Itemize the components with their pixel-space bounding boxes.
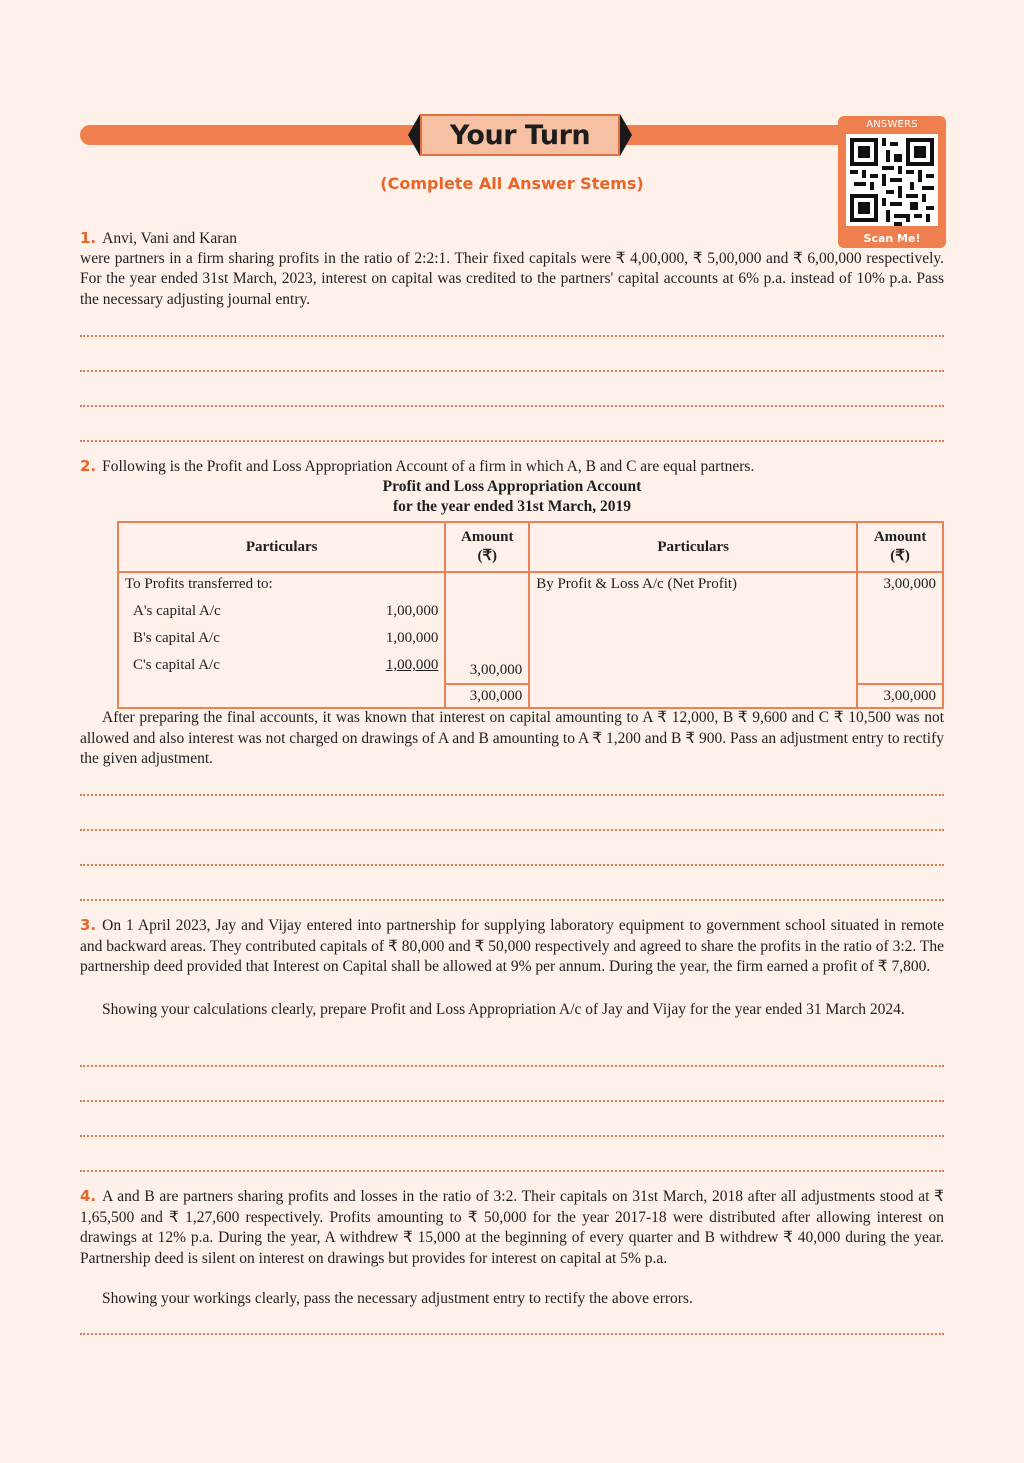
particulars-header: Particulars xyxy=(118,522,445,572)
table-row xyxy=(118,572,943,684)
credit-total: 3,00,000 xyxy=(857,684,943,708)
debit-item xyxy=(125,630,438,657)
amount-header: Amount (₹) xyxy=(857,522,943,572)
question-1-first-line xyxy=(80,228,832,250)
debit-item xyxy=(125,603,438,630)
page-title: Your Turn xyxy=(420,114,620,156)
account-title: Profit and Loss Appropriation Account xyxy=(382,478,642,495)
credit-amount: 3,00,000 xyxy=(857,572,943,684)
credit-particulars: By Profit & Loss A/c (Net Profit) xyxy=(529,572,857,684)
debit-item-label: C's capital A/c xyxy=(133,657,220,673)
qr-code-icon xyxy=(846,134,938,226)
debit-subtotal: 3,00,000 xyxy=(445,572,529,684)
question-number: 1. xyxy=(80,229,97,247)
question-2 xyxy=(80,456,944,478)
table-header-row xyxy=(118,522,943,572)
answer-line[interactable] xyxy=(80,1170,944,1172)
debit-heading: To Profits transferred to: xyxy=(125,576,273,592)
question-number: 3. xyxy=(80,916,97,934)
empty-cell xyxy=(529,684,857,708)
tab-notch-right xyxy=(620,114,632,156)
question-text: On 1 April 2023, Jay and Vijay entered into partnership for supplying laboratory equipment to government school situated in remote and backward areas. They contributed capitals of ₹ 80,000 and ₹ 50,000 respectively and agreed to share the profits in the ratio of 3:2. The partnership deed provided that Interest on Capital shall be allowed at 9% per annum. During the year, the firm earned a profit of ₹ 7,800. xyxy=(80,917,944,975)
question-2-followup: After preparing the final accounts, it was known that interest on capital amounting to A ₹ 12,000, B ₹ 9,600 and C ₹ 10,500 was not allowed and also interest was not charged on drawings of A and B amounting to A ₹ 1,200 and B ₹ 900. Pass an adjustment entry to rectify the given adjustment. xyxy=(80,709,944,767)
answer-line[interactable] xyxy=(80,794,944,796)
answer-line[interactable] xyxy=(80,1135,944,1137)
answer-line[interactable] xyxy=(80,405,944,407)
title-tab xyxy=(408,114,632,156)
answer-line[interactable] xyxy=(80,1065,944,1067)
appropriation-account-table xyxy=(117,521,944,709)
question-4-instruction: Showing your workings clearly, pass the necessary adjustment entry to rectify the above errors. xyxy=(102,1290,693,1307)
account-subtitle: for the year ended 31st March, 2019 xyxy=(392,498,632,515)
debit-particulars-cell xyxy=(118,572,445,684)
question-number: 4. xyxy=(80,1187,97,1205)
question-1 xyxy=(80,249,944,311)
debit-item xyxy=(125,657,438,684)
qr-top-label: ANSWERS xyxy=(866,119,918,130)
table-total-row xyxy=(118,684,943,708)
answer-line[interactable] xyxy=(80,864,944,866)
amount-header: Amount (₹) xyxy=(445,522,529,572)
question-text: were partners in a firm sharing profits in the ratio of 2:2:1. Their fixed capitals were ₹ 4,00,000, ₹ 5,00,000 and ₹ 6,00,000 respectively. For the year ended 31st March, 2023, interest on capital was credited to the partners' capital accounts at 6% p.a. instead of 10% p.a. Pass the necessary adjusting journal entry. xyxy=(80,249,944,308)
debit-item-label: B's capital A/c xyxy=(133,630,220,646)
debit-item-value: 1,00,000 xyxy=(385,657,439,673)
particulars-header: Particulars xyxy=(529,522,857,572)
question-text: Following is the Profit and Loss Appropriation Account of a firm in which A, B and C are equal partners. xyxy=(102,458,755,475)
debit-item-value: 1,00,000 xyxy=(385,603,439,619)
question-text: Anvi, Vani and Karan xyxy=(102,230,238,247)
qr-scan-label: Scan Me! xyxy=(863,232,921,245)
question-text: A and B are partners sharing profits and losses in the ratio of 3:2. Their capitals on 31st March, 2018 after all adjustments stood at ₹ 1,65,500 and ₹ 1,27,600 respectively. Profits amounting to ₹ 50,000 for the year 2017-18 were distributed after allowing interest on drawings at 12% p.a. During the year, A withdrew ₹ 15,000 at the beginning of every quarter and B withdrew ₹ 40,000 during the year. Partnership deed is silent on interest on drawings but provides for interest on capital at 5% p.a. xyxy=(80,1188,944,1267)
question-3-instruction: Showing your calculations clearly, prepare Profit and Loss Appropriation A/c of Jay and Vijay for the year ended 31 March 2024. xyxy=(102,1001,905,1018)
debit-total: 3,00,000 xyxy=(445,684,529,708)
answer-line[interactable] xyxy=(80,440,944,442)
question-number: 2. xyxy=(80,457,97,475)
debit-item-label: A's capital A/c xyxy=(133,603,221,619)
answer-line[interactable] xyxy=(80,1100,944,1102)
answer-line[interactable] xyxy=(80,829,944,831)
page-subtitle: (Complete All Answer Stems) xyxy=(380,174,644,193)
question-3 xyxy=(80,915,944,978)
answer-line[interactable] xyxy=(80,899,944,901)
answers-qr-card[interactable] xyxy=(838,116,946,248)
debit-item-value: 1,00,000 xyxy=(385,630,439,646)
answer-line[interactable] xyxy=(80,335,944,337)
answer-line[interactable] xyxy=(80,1333,944,1335)
tab-notch-left xyxy=(408,114,420,156)
answer-line[interactable] xyxy=(80,370,944,372)
empty-cell xyxy=(118,684,445,708)
question-4 xyxy=(80,1186,944,1269)
